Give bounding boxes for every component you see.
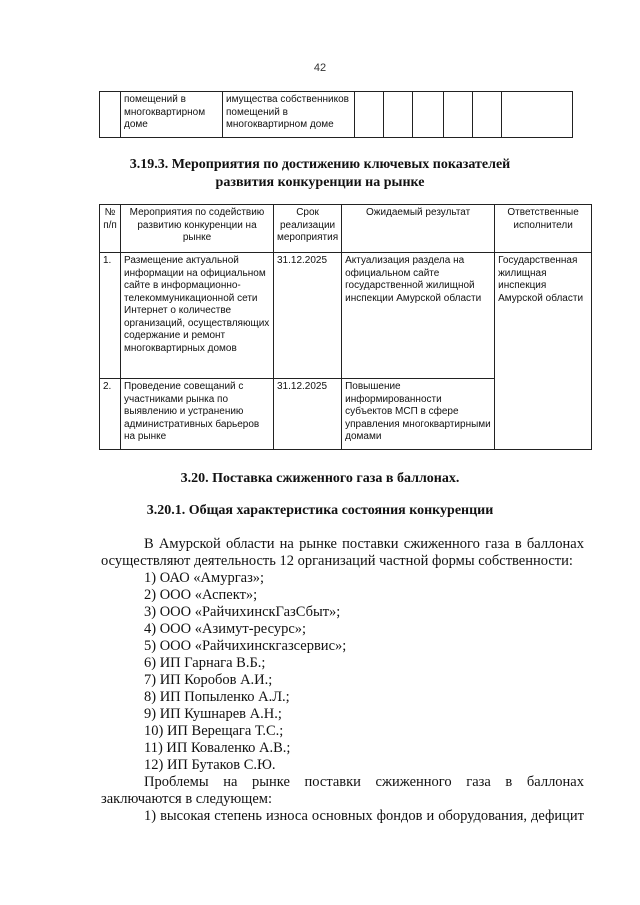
heading-line: 3.19.3. Мероприятия по достижению ключевых показателей bbox=[129, 157, 511, 172]
table-cell bbox=[384, 92, 413, 138]
list-item: 1) ОАО «Амургаз»; bbox=[144, 570, 265, 586]
row-measure: Размещение актуальной информации на официальном сайте в информационно-телекоммуникационной сети Интернет о количестве организаций, осуществляющих содержание и ремонт многоквартирных домов bbox=[121, 253, 274, 379]
header-num: № п/п bbox=[100, 205, 121, 253]
body-text bbox=[101, 536, 584, 825]
list-item: 11) ИП Коваленко А.В.; bbox=[144, 740, 291, 756]
list-item: 12) ИП Бутаков С.Ю. bbox=[144, 757, 276, 773]
table-cell bbox=[355, 92, 384, 138]
table-cell: имущества собственников помещений в многоквартирном доме bbox=[223, 92, 355, 138]
list-item: 10) ИП Верещага Т.С.; bbox=[144, 723, 284, 739]
intro-paragraph: В Амурской области на рынке поставки сжиженного газа в баллонах осуществляют деятельность 12 организаций частной формы собственности: bbox=[101, 536, 584, 569]
measures-table bbox=[99, 204, 592, 450]
table-row bbox=[100, 253, 592, 379]
continued-table bbox=[99, 91, 573, 138]
table-cell bbox=[502, 92, 573, 138]
list-item: 6) ИП Гарнага В.Б.; bbox=[144, 655, 266, 671]
list-item: 4) ООО «Азимут-ресурс»; bbox=[144, 621, 307, 637]
problem-item: 1) высокая степень износа основных фондов и оборудования, дефицит bbox=[144, 808, 584, 824]
list-item: 3) ООО «РайчихинскГазСбыт»; bbox=[144, 604, 341, 620]
list-item: 9) ИП Кушнарев А.Н.; bbox=[144, 706, 282, 722]
section-heading-3-20-1: 3.20.1. Общая характеристика состояния конкуренции bbox=[146, 503, 494, 518]
row-deadline: 31.12.2025 bbox=[274, 379, 342, 450]
row-measure: Проведение совещаний с участниками рынка по выявлению и устранению административных барьеров на рынке bbox=[121, 379, 274, 450]
section-heading-3-20: 3.20. Поставка сжиженного газа в баллонах. bbox=[180, 471, 460, 486]
row-result: Актуализация раздела на официальном сайте государственной жилищной инспекции Амурской области bbox=[342, 253, 495, 379]
row-deadline: 31.12.2025 bbox=[274, 253, 342, 379]
organizations-list bbox=[101, 570, 584, 774]
header-measures: Мероприятия по содействию развитию конкуренции на рынке bbox=[121, 205, 274, 253]
page-number: 42 bbox=[313, 62, 327, 74]
row-responsible: Государственная жилищная инспекция Амурской области bbox=[495, 253, 592, 450]
problems-paragraph: Проблемы на рынке поставки сжиженного газа в баллонах заключаются в следующем: bbox=[101, 774, 584, 807]
table-row bbox=[100, 92, 573, 138]
table-cell bbox=[444, 92, 473, 138]
row-num: 2. bbox=[100, 379, 121, 450]
table-cell bbox=[413, 92, 444, 138]
row-num: 1. bbox=[100, 253, 121, 379]
heading-line: развития конкуренции на рынке bbox=[215, 175, 425, 190]
list-item: 2) ООО «Аспект»; bbox=[144, 587, 258, 603]
list-item: 8) ИП Попыленко А.Л.; bbox=[144, 689, 290, 705]
header-deadline: Срок реализации мероприятия bbox=[274, 205, 342, 253]
table-cell: помещений в многоквартирном доме bbox=[121, 92, 223, 138]
section-heading-3-19-3 bbox=[0, 156, 640, 192]
list-item: 5) ООО «Райчихинскгазсервис»; bbox=[144, 638, 347, 654]
header-result: Ожидаемый результат bbox=[342, 205, 495, 253]
list-item: 7) ИП Коробов А.И.; bbox=[144, 672, 273, 688]
table-cell bbox=[473, 92, 502, 138]
header-responsible: Ответственные исполнители bbox=[495, 205, 592, 253]
row-result: Повышение информированности субъектов МСП в сфере управления многоквартирными домами bbox=[342, 379, 495, 450]
table-header-row bbox=[100, 205, 592, 253]
table-cell bbox=[100, 92, 121, 138]
